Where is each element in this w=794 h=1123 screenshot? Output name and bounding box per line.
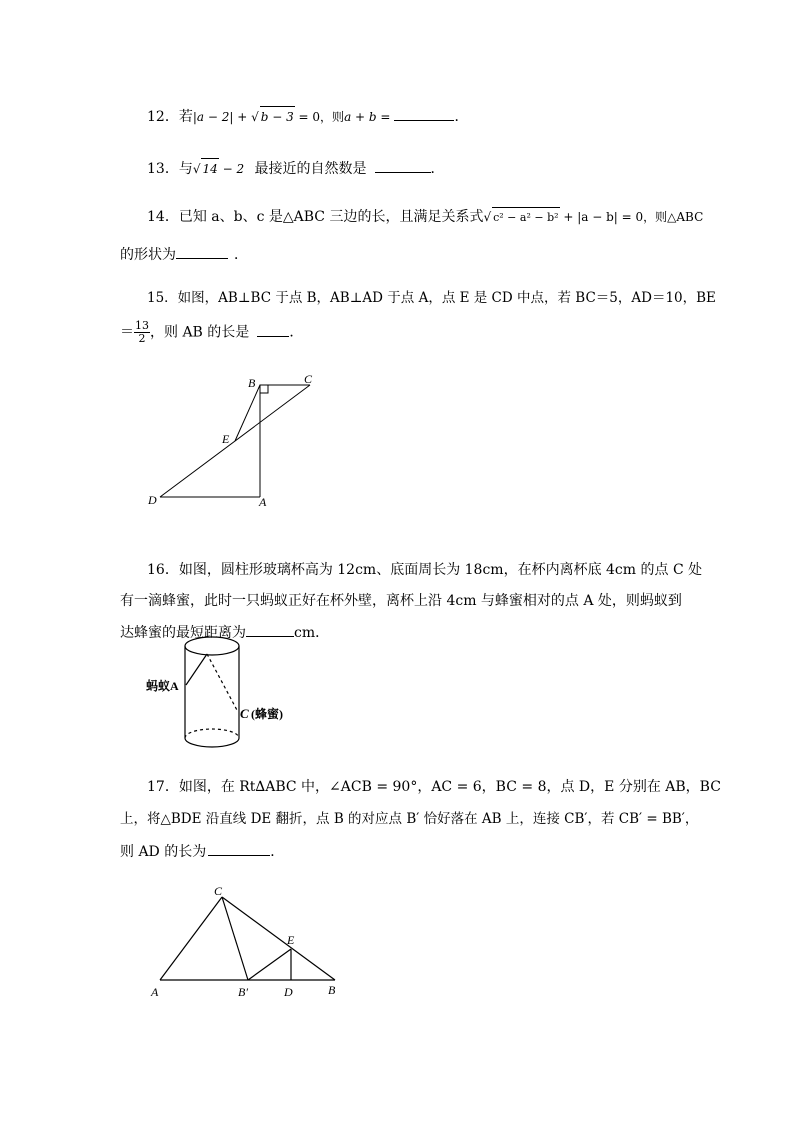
segment-cb — [222, 897, 335, 980]
q14-line-2: 的形状为 — [120, 247, 176, 263]
cup-bottom-back — [185, 729, 239, 738]
q12-abs-expr: |a − 2| — [192, 110, 234, 124]
label-d: D — [148, 493, 157, 507]
right-angle-mark — [260, 385, 268, 393]
label-c: C — [304, 372, 313, 386]
q15-figure — [140, 372, 330, 512]
label-b: B — [328, 983, 336, 997]
q14-prefix: 14．已知 a、b、c 是△ABC 三边的长，且满足关系式 — [147, 209, 484, 225]
cup-bottom-front — [185, 738, 239, 747]
question-15-line-1 — [147, 288, 716, 308]
q12-plus: + — [233, 110, 252, 124]
label-e: E — [222, 432, 230, 446]
label-e: E — [287, 933, 295, 947]
cup-top-ellipse — [185, 637, 239, 655]
question-16-line-1 — [147, 560, 702, 580]
q14-expr-rest: + |a − b| = 0，则△ABC — [559, 210, 704, 224]
segment-be — [235, 385, 260, 441]
q12-eq: = 0，则 — [294, 110, 345, 124]
q17-line-2: 上，将△BDE 沿直线 DE 翻折，点 B 的对应点 B′ 恰好落在 AB 上，连接 CB′，若 CB′ = BB′， — [120, 811, 699, 827]
q12-answer-blank[interactable] — [394, 106, 454, 121]
q13-sqrt-symbol: √ — [192, 162, 201, 176]
label-b: B — [248, 376, 256, 390]
label-bprime: B′ — [238, 985, 248, 999]
path-a-to-rim — [186, 654, 207, 685]
q13-minus: − 2 — [218, 162, 245, 176]
segment-cbprime — [222, 897, 248, 980]
q17-end: ． — [270, 844, 285, 860]
q12-end: ． — [454, 109, 469, 125]
q16-line-2: 有一滴蜂蜜，此时一只蚂蚁正好在杯外壁，离杯上沿 4cm 与蜂蜜相对的点 A 处，则蚂蚁到 — [120, 593, 682, 609]
label-d: D — [284, 985, 293, 999]
q14-end: ． — [234, 247, 248, 263]
q13-prefix: 13．与 — [147, 161, 193, 177]
q13-end: ． — [430, 161, 445, 177]
label-ant-a: 蚂蚁A — [146, 679, 179, 693]
question-17-line-2 — [120, 809, 698, 829]
q14-sqrt-expr: c² − a² − b² — [492, 207, 559, 228]
q12-sqrt-expr: b − 3 — [260, 106, 295, 127]
q16-line-1: 16．如图，圆柱形玻璃杯高为 12cm、底面周长为 18cm，在杯内离杯底 4cm 的点 C 处 — [147, 562, 703, 578]
q12-ab-expr: a + b = — [344, 110, 391, 124]
q17-figure — [140, 880, 350, 1004]
question-17-line-3 — [120, 841, 284, 862]
q15-end: ． — [289, 324, 304, 341]
question-12 — [147, 106, 468, 127]
q15-eq: ＝ — [120, 324, 134, 341]
question-14-line-2 — [120, 244, 248, 265]
q13-answer-blank[interactable] — [375, 158, 431, 173]
q15-fraction — [134, 320, 150, 345]
q13-sqrt-expr: 14 — [201, 158, 218, 179]
q17-answer-blank[interactable] — [208, 841, 270, 856]
question-14-line-1 — [147, 207, 703, 228]
question-17-line-1 — [147, 777, 721, 797]
question-13 — [147, 158, 445, 179]
label-c: C — [214, 884, 223, 898]
path-rim-to-c — [207, 654, 238, 712]
question-16-line-2 — [120, 591, 682, 611]
q16-figure — [140, 632, 320, 756]
q15-rest: ，则 AB 的长是 — [150, 324, 250, 341]
q16-line-3-suffix: cm． — [294, 625, 330, 641]
q14-answer-blank[interactable] — [176, 244, 228, 259]
q15-frac-num: 13 — [135, 319, 149, 332]
q15-frac-den: 2 — [138, 332, 146, 345]
q17-line-3-prefix: 则 AD 的长为 — [120, 844, 207, 860]
q12-prefix: 12．若 — [147, 109, 193, 125]
label-a: A — [151, 985, 159, 999]
q12-sqrt-symbol: √ — [251, 110, 259, 124]
question-15-line-2 — [120, 320, 303, 345]
q17-line-1: 17．如图，在 Rt∆ABC 中，∠ACB = 90°，AC = 6，BC = 8，点 D，E 分别在 AB，BC — [147, 779, 721, 795]
label-a: A — [259, 495, 267, 509]
q14-sqrt-symbol: √ — [483, 210, 492, 224]
q15-answer-blank[interactable] — [257, 322, 289, 337]
q13-mid: 最接近的自然数是 — [254, 161, 367, 177]
segment-ac — [160, 897, 222, 980]
q15-line-1: 15．如图，AB⊥BC 于点 B，AB⊥AD 于点 A，点 E 是 CD 中点，若 BC＝5，AD＝10，BE — [147, 290, 716, 306]
label-honey: (蜂蜜) — [251, 707, 283, 721]
segment-bprime-e — [248, 949, 291, 980]
label-c: C — [240, 706, 249, 721]
q16-line-3-prefix: 达蜂蜜的最短距离为 — [120, 625, 246, 641]
